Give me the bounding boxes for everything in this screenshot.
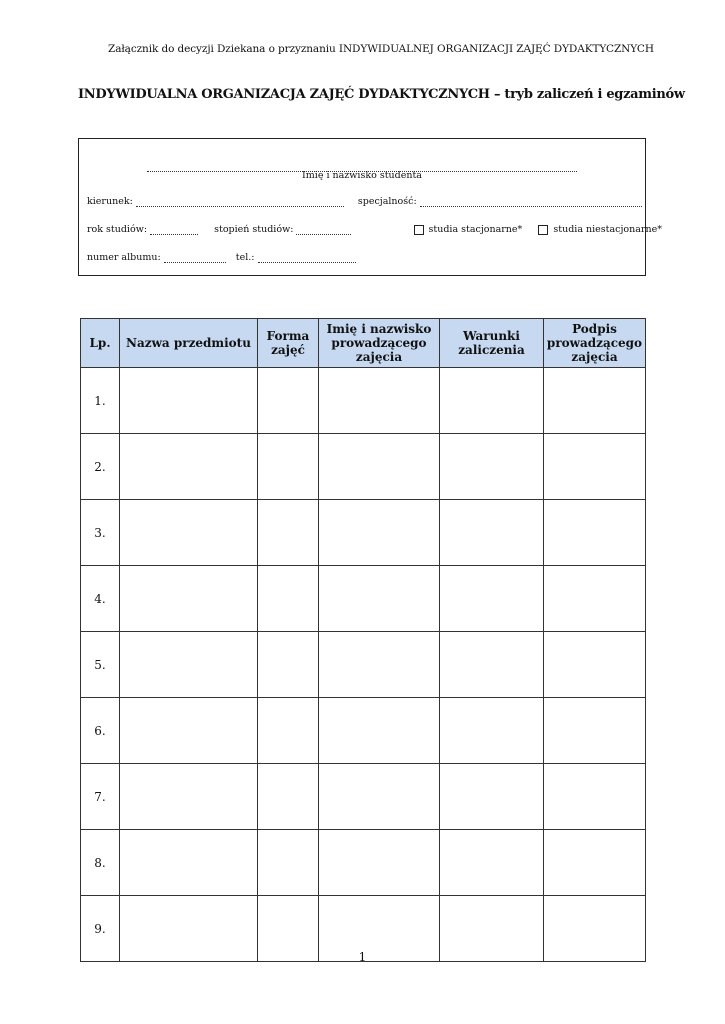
subject-cell[interactable]	[120, 764, 258, 830]
niestacjonarne-label: studia niestacjonarne*	[553, 224, 662, 235]
row-album-tel	[87, 252, 637, 263]
row-number: 3.	[81, 500, 120, 566]
checkbox-stacjonarne[interactable]	[414, 225, 424, 235]
col-header-subject: Nazwa przedmiotu	[120, 319, 258, 368]
subjects-table	[80, 318, 646, 962]
form-cell[interactable]	[258, 764, 319, 830]
lecturer-cell[interactable]	[319, 764, 440, 830]
row-number: 8.	[81, 830, 120, 896]
lecturer-cell[interactable]	[319, 500, 440, 566]
col-header-conditions: Warunki zaliczenia	[440, 319, 544, 368]
conditions-cell[interactable]	[440, 368, 544, 434]
col-header-form: Forma zajęć	[258, 319, 319, 368]
signature-cell[interactable]	[544, 368, 646, 434]
subject-cell[interactable]	[120, 566, 258, 632]
tel-label: tel.:	[235, 252, 255, 263]
row-number: 4.	[81, 566, 120, 632]
signature-cell[interactable]	[544, 698, 646, 764]
col-header-signature: Podpis prowadzącego zajęcia	[544, 319, 646, 368]
stopien-label: stopień studiów:	[214, 224, 294, 235]
subject-cell[interactable]	[120, 830, 258, 896]
form-cell[interactable]	[258, 500, 319, 566]
conditions-cell[interactable]	[440, 830, 544, 896]
attachment-note: Załącznik do decyzji Dziekana o przyznaniu INDYWIDUALNEJ ORGANIZACJI ZAJĘĆ DYDAKTYCZNYCH	[108, 43, 654, 55]
row-number: 2.	[81, 434, 120, 500]
subject-cell[interactable]	[120, 368, 258, 434]
form-cell[interactable]	[258, 698, 319, 764]
lecturer-cell[interactable]	[319, 368, 440, 434]
form-cell[interactable]	[258, 632, 319, 698]
student-info-box	[78, 138, 662, 276]
lecturer-cell[interactable]	[319, 830, 440, 896]
form-cell[interactable]	[258, 830, 319, 896]
signature-cell[interactable]	[544, 500, 646, 566]
col-header-lp: Lp.	[81, 319, 120, 368]
rok-label: rok studiów:	[87, 224, 148, 235]
signature-cell[interactable]	[544, 764, 646, 830]
stopien-field[interactable]	[296, 226, 351, 235]
table-row	[81, 368, 646, 434]
row-number: 6.	[81, 698, 120, 764]
col-header-lecturer: Imię i nazwisko prowadzącego zajęcia	[319, 319, 440, 368]
table-header-row	[81, 319, 646, 368]
row-number: 5.	[81, 632, 120, 698]
album-label: numer albumu:	[87, 252, 161, 263]
album-field[interactable]	[164, 254, 226, 263]
subject-cell[interactable]	[120, 632, 258, 698]
specjalnosc-label: specjalność:	[357, 196, 417, 207]
table-row	[81, 764, 646, 830]
page-title: INDYWIDUALNA ORGANIZACJA ZAJĘĆ DYDAKTYCZNYCH – tryb zaliczeń i egzaminów	[78, 87, 685, 102]
subject-cell[interactable]	[120, 698, 258, 764]
form-cell[interactable]	[258, 566, 319, 632]
conditions-cell[interactable]	[440, 764, 544, 830]
table-row	[81, 698, 646, 764]
subject-cell[interactable]	[120, 500, 258, 566]
lecturer-cell[interactable]	[319, 632, 440, 698]
row-number: 1.	[81, 368, 120, 434]
row-number: 7.	[81, 764, 120, 830]
row-kierunek-specjalnosc	[87, 196, 637, 207]
conditions-cell[interactable]	[440, 500, 544, 566]
student-name-caption: Imię i nazwisko studenta	[302, 170, 422, 181]
conditions-cell[interactable]	[440, 434, 544, 500]
table-row	[81, 434, 646, 500]
table-row	[81, 566, 646, 632]
kierunek-field[interactable]	[136, 198, 344, 207]
conditions-cell[interactable]	[440, 698, 544, 764]
lecturer-cell[interactable]	[319, 566, 440, 632]
signature-cell[interactable]	[544, 632, 646, 698]
signature-cell[interactable]	[544, 830, 646, 896]
form-cell[interactable]	[258, 368, 319, 434]
lecturer-cell[interactable]	[319, 698, 440, 764]
page-number: 1	[358, 950, 367, 964]
row-rok-stopien-tryb	[87, 224, 662, 235]
specjalnosc-field[interactable]	[420, 198, 642, 207]
stacjonarne-label: studia stacjonarne*	[428, 224, 523, 235]
table-row	[81, 830, 646, 896]
table-row	[81, 500, 646, 566]
table-row	[81, 632, 646, 698]
signature-cell[interactable]	[544, 434, 646, 500]
signature-cell[interactable]	[544, 566, 646, 632]
row-number: 9.	[81, 896, 120, 962]
conditions-cell[interactable]	[440, 566, 544, 632]
subject-cell[interactable]	[120, 434, 258, 500]
form-cell[interactable]	[258, 434, 319, 500]
lecturer-cell[interactable]	[319, 434, 440, 500]
conditions-cell[interactable]	[440, 632, 544, 698]
checkbox-niestacjonarne[interactable]	[538, 225, 548, 235]
kierunek-label: kierunek:	[87, 196, 133, 207]
rok-field[interactable]	[150, 226, 198, 235]
tel-field[interactable]	[258, 254, 356, 263]
